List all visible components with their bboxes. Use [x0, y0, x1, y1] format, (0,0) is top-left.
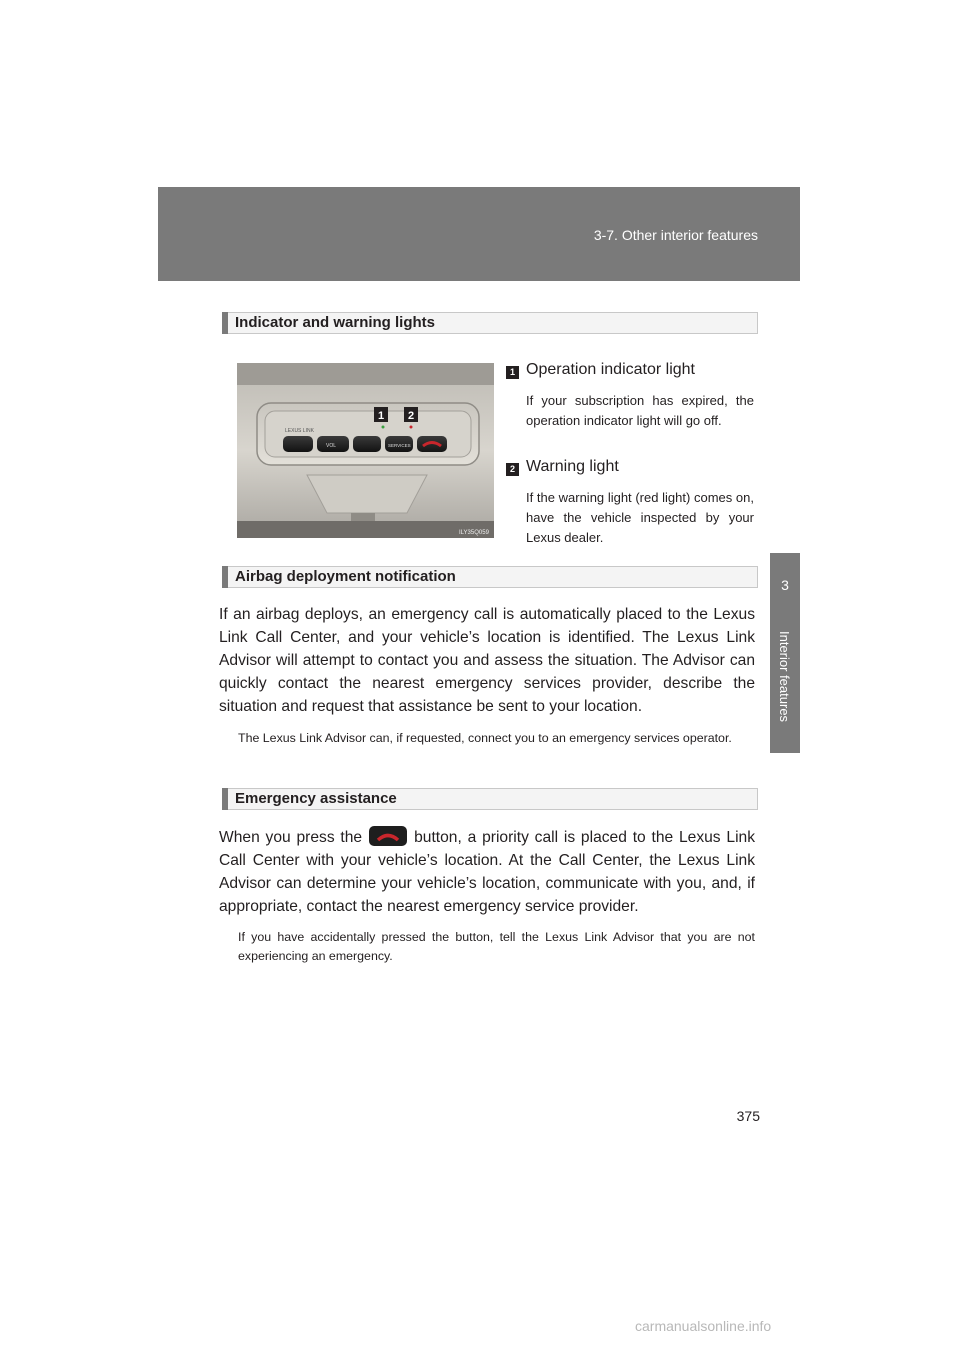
section-heading-indicator — [222, 312, 758, 334]
image-code: ILY35Q059 — [459, 530, 489, 536]
emergency-note: If you have accidentally pressed the button, tell the Lexus Link Advisor that you are not experiencing an emergency. — [238, 930, 755, 963]
emergency-button-icon — [368, 825, 408, 847]
item-desc-warning-light: If the warning light (red light) comes on, have the vehicle inspected by your Lexus dealer. — [526, 490, 754, 545]
airbag-body: If an airbag deploys, an emergency call is automatically placed to the Lexus Link Call Center, and your vehicle’s location is identified. The Lexus Link Advisor will attempt to contact you and assess the situation. The Advisor can quickly contact the nearest emergency services provider, describe the situation and request that assistance be sent to your location. — [219, 606, 755, 715]
chapter-number: 3 — [781, 577, 789, 593]
watermark: carmanualsonline.info — [635, 1318, 772, 1334]
chapter-label: Interior features — [777, 631, 792, 723]
section-breadcrumb: 3-7. Other interior features — [593, 227, 758, 243]
item-number-1: 1 — [506, 366, 519, 379]
section-title: Indicator and warning lights — [235, 314, 436, 331]
emergency-body — [219, 825, 755, 918]
volume-label: VOL — [326, 443, 337, 449]
brand-label: LEXUS LINK — [285, 428, 314, 434]
item-desc-operation-indicator: If your subscription has expired, the operation indicator light will go off. — [526, 393, 754, 428]
emergency-body-end: button, a priority call is placed to the Lexus Link Call Center with your vehicle’s location. At the Call Center, the Lexus Link Advisor can determine your vehicle’s location, communicate with you, and, if appropriate, contact the nearest emergency service provider. — [219, 829, 756, 915]
section-heading-emergency — [222, 788, 758, 810]
services-label: SERVICES — [388, 443, 411, 448]
chapter-tab — [770, 553, 800, 753]
header-bar — [158, 187, 800, 281]
section-title: Airbag deployment notification — [235, 568, 456, 585]
page-number: 375 — [736, 1108, 760, 1124]
item-title-warning-light: Warning light — [526, 458, 619, 475]
overhead-console-photo — [237, 363, 494, 538]
item-title-operation-indicator: Operation indicator light — [526, 361, 695, 378]
emergency-body-start: When you press the — [219, 829, 363, 846]
callout-2: 2 — [407, 410, 415, 422]
section-heading-airbag — [222, 566, 758, 588]
item-number-2: 2 — [506, 463, 519, 476]
section-title: Emergency assistance — [235, 790, 397, 807]
callout-1: 1 — [377, 410, 385, 422]
lexus-link-buttons-illustration — [237, 363, 494, 538]
airbag-note: The Lexus Link Advisor can, if requested, connect you to an emergency services operator. — [238, 731, 732, 745]
